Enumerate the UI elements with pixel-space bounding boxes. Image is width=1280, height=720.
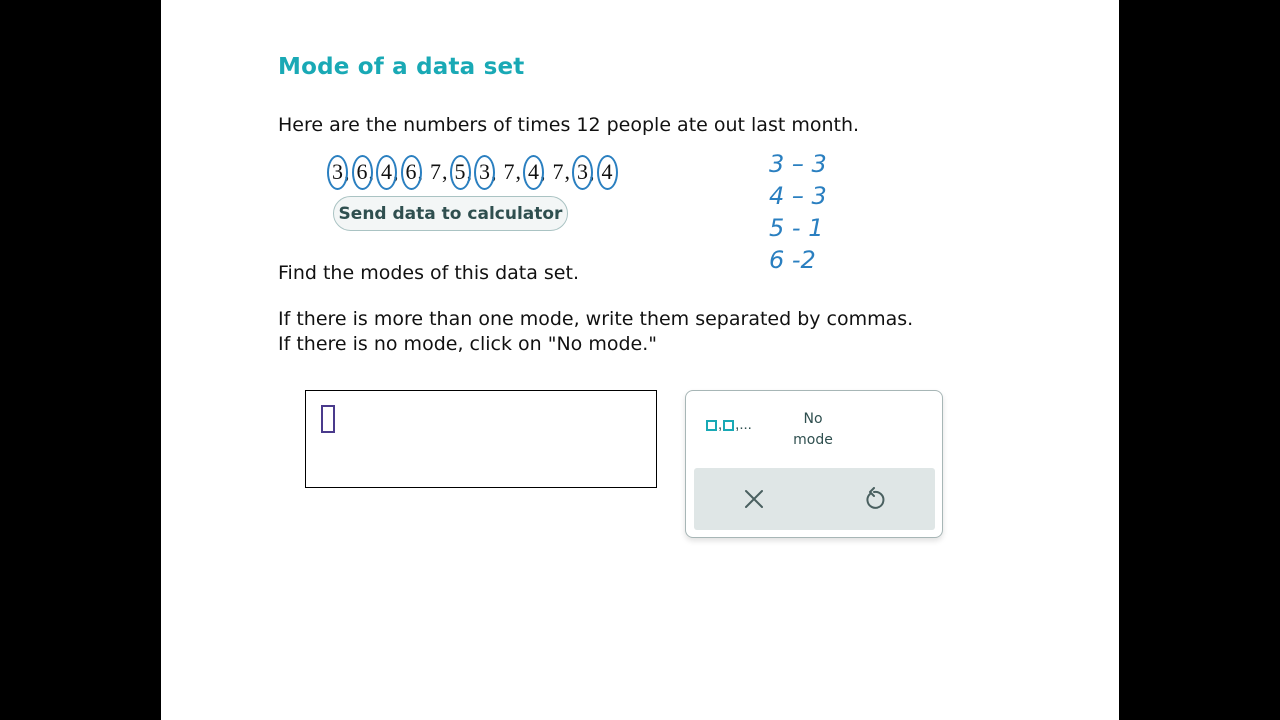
tally-line: 6 -2: [769, 246, 816, 274]
question-intro: Here are the numbers of times 12 people ate out last month.: [278, 114, 860, 136]
placeholder-box-icon: [723, 420, 734, 431]
no-mode-label-line1: No: [803, 411, 823, 427]
data-separator: ,: [417, 159, 423, 184]
data-value: 4: [601, 159, 613, 184]
data-value: 3: [577, 159, 588, 184]
problem-page: [161, 0, 1119, 720]
data-separator: ,: [466, 159, 472, 184]
close-icon: [744, 489, 764, 509]
tally-line: 4 – 3: [769, 182, 827, 210]
send-data-to-calculator-button[interactable]: Send data to calculator: [333, 196, 568, 231]
data-value: 4: [528, 159, 539, 184]
question-find: Find the modes of this data set.: [278, 262, 579, 284]
list-key-ellipsis: ,...: [735, 416, 752, 433]
data-value: 6: [405, 159, 417, 184]
no-mode-button[interactable]: [778, 409, 848, 451]
data-value: 3: [332, 159, 343, 184]
data-value: 7: [552, 159, 564, 184]
data-separator: ,: [393, 159, 399, 184]
input-caret-placeholder: [321, 405, 335, 433]
keypad-action-bar: [694, 468, 935, 530]
placeholder-box-icon: [706, 420, 717, 431]
data-value: 7: [430, 159, 441, 184]
instruction-line-1: If there is more than one mode, write them separated by commas.: [278, 308, 914, 330]
data-separator: ,: [344, 159, 350, 184]
data-value: 7: [503, 159, 515, 184]
data-set: [331, 159, 614, 185]
page-title: Mode of a data set: [278, 54, 525, 80]
data-separator: ,: [589, 159, 595, 184]
data-separator: ,: [368, 159, 374, 184]
data-separator: ,: [442, 159, 448, 184]
data-separator: ,: [515, 159, 521, 184]
clear-button[interactable]: [740, 482, 768, 516]
data-separator: ,: [491, 159, 497, 184]
answer-keypad: [685, 390, 943, 538]
data-value: 5: [454, 159, 466, 184]
instruction-line-2: If there is no mode, click on "No mode.": [278, 333, 657, 355]
no-mode-label-line2: mode: [793, 432, 833, 448]
list-key-comma: ,: [718, 416, 723, 433]
undo-button[interactable]: [860, 482, 888, 516]
tally-line: 3 – 3: [769, 150, 827, 178]
data-separator: ,: [540, 159, 546, 184]
data-value: 4: [381, 159, 392, 184]
data-value: 6: [356, 159, 368, 184]
data-value: 3: [479, 159, 490, 184]
answer-input[interactable]: [305, 390, 657, 488]
tally-line: 5 - 1: [769, 214, 824, 242]
list-template-button[interactable]: [706, 416, 753, 433]
handwritten-tally-annotation: [769, 150, 827, 278]
data-separator: ,: [564, 159, 570, 184]
undo-icon: [863, 487, 885, 511]
